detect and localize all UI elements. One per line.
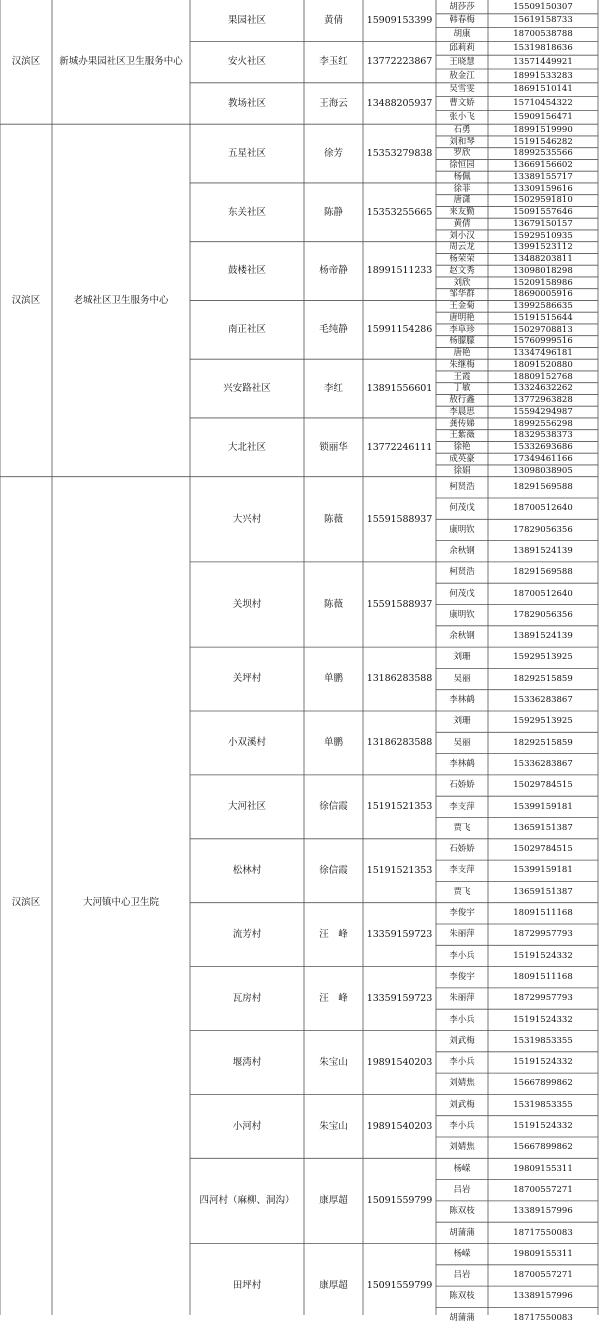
member-name: 杨朦朦 — [449, 336, 475, 347]
community-phone: 13186283588 — [366, 737, 433, 749]
member-phone: 13891524139 — [513, 545, 573, 556]
member-name: 杨嵘 — [453, 1163, 471, 1174]
member-name: 唐艳 — [453, 348, 471, 359]
community-contact: 单鹏 — [323, 673, 343, 685]
community-name: 小双溪村 — [227, 737, 266, 749]
member-name: 胡康 — [453, 29, 471, 40]
member-name: 徐菲 — [453, 183, 471, 194]
member-name: 李阜珍 — [449, 324, 475, 335]
member-name: 李林鹤 — [449, 758, 475, 769]
community-contact: 单鹏 — [323, 737, 343, 749]
member-name: 龚传娣 — [449, 418, 475, 429]
member-phone: 18717550083 — [513, 1312, 573, 1323]
health-center-cell: 老城社区卫生服务中心 — [73, 294, 169, 306]
community-name: 安火社区 — [227, 56, 266, 68]
member-name: 余秋钢 — [449, 631, 475, 642]
community-phone: 15191521353 — [366, 801, 433, 813]
member-phone: 15619158733 — [513, 15, 573, 26]
member-phone: 15710454322 — [513, 98, 573, 109]
community-name: 大北社区 — [227, 441, 266, 453]
member-phone: 18992556298 — [513, 418, 573, 429]
member-phone: 13324632262 — [513, 383, 573, 394]
member-name: 何茂戊 — [449, 503, 475, 514]
member-name: 王紫薇 — [449, 430, 475, 441]
community-name: 关坪村 — [232, 673, 262, 685]
member-phone: 18700557271 — [513, 1270, 573, 1281]
member-name: 刘欣 — [453, 277, 471, 288]
community-contact: 徐芳 — [323, 147, 343, 159]
community-phone: 19891540203 — [366, 1120, 433, 1132]
member-phone: 15319853355 — [513, 1099, 573, 1110]
member-phone: 15667899862 — [513, 1142, 573, 1153]
member-phone: 18700557271 — [513, 1184, 573, 1195]
member-name: 刘婧焦 — [449, 1142, 475, 1153]
member-phone: 18291569588 — [513, 482, 573, 493]
member-name: 贾飞 — [453, 822, 471, 833]
member-name: 贾飞 — [453, 886, 471, 897]
member-name: 来友勤 — [449, 207, 475, 218]
community-phone: 15091559799 — [366, 1280, 433, 1292]
member-phone: 15319818636 — [513, 43, 573, 54]
community-contact: 陈静 — [323, 206, 343, 218]
member-name: 石娇娇 — [449, 780, 475, 791]
member-phone: 13679150157 — [513, 218, 573, 229]
member-name: 曹文娇 — [449, 98, 475, 109]
community-phone: 15991154286 — [366, 324, 433, 336]
community-contact: 汪 峰 — [319, 992, 348, 1004]
community-phone: 15591588937 — [366, 598, 433, 610]
member-phone: 15399159181 — [513, 865, 573, 876]
member-name: 王晓慧 — [449, 56, 475, 67]
member-phone: 18717550083 — [513, 1227, 573, 1238]
community-phone: 15191521353 — [366, 864, 433, 876]
community-name: 松林村 — [232, 864, 262, 876]
member-phone: 15594294987 — [513, 406, 573, 417]
community-name: 小河村 — [232, 1120, 262, 1132]
member-phone: 13659151387 — [513, 886, 573, 897]
member-name: 敖行鑫 — [449, 395, 475, 406]
member-phone: 15399159181 — [513, 801, 573, 812]
community-contact: 陈薇 — [323, 513, 343, 525]
member-name: 李俊宇 — [449, 908, 475, 919]
community-phone: 19891540203 — [366, 1056, 433, 1068]
member-phone: 18292515859 — [513, 737, 573, 748]
member-name: 胡蒲蒲 — [449, 1312, 475, 1323]
community-name: 瓦房村 — [232, 992, 262, 1004]
member-name: 吴丽 — [453, 737, 471, 748]
community-name: 大河社区 — [227, 801, 266, 813]
member-name: 李小兵 — [449, 950, 475, 961]
member-phone: 13659151387 — [513, 822, 573, 833]
member-phone: 13669156602 — [513, 160, 573, 171]
member-phone: 18091511168 — [513, 971, 573, 982]
member-phone: 15209158986 — [513, 277, 573, 288]
member-phone: 13389157996 — [513, 1206, 573, 1217]
member-phone: 13772963828 — [513, 395, 573, 406]
member-name: 陈双枝 — [449, 1291, 475, 1302]
member-phone: 13347496181 — [513, 348, 573, 359]
member-phone: 13891524139 — [513, 631, 573, 642]
community-phone: 13359159723 — [366, 928, 433, 940]
member-phone: 17829056356 — [513, 609, 573, 620]
community-contact: 黄倩 — [323, 14, 343, 26]
member-phone: 19809155311 — [513, 1248, 573, 1259]
member-name: 丁敏 — [453, 383, 471, 394]
member-phone: 13389155717 — [513, 171, 573, 182]
member-phone: 18690005916 — [513, 289, 573, 300]
member-phone: 18091520880 — [513, 359, 573, 370]
member-name: 陈双枝 — [449, 1206, 475, 1217]
community-contact: 朱宝山 — [319, 1120, 348, 1132]
member-name: 柯贤浩 — [449, 482, 475, 493]
community-phone: 18991511233 — [366, 265, 433, 277]
member-phone: 15336283867 — [513, 758, 573, 769]
community-name: 教场社区 — [227, 97, 266, 109]
community-name: 东关社区 — [227, 206, 266, 218]
community-name: 堰湾村 — [232, 1056, 262, 1068]
member-phone: 15191524332 — [513, 1057, 573, 1068]
community-contact: 徐信霞 — [319, 801, 348, 813]
member-phone: 17829056356 — [513, 524, 573, 535]
member-name: 刘婧焦 — [449, 1078, 475, 1089]
member-name: 刘武梅 — [449, 1099, 475, 1110]
community-phone: 15091559799 — [366, 1195, 433, 1207]
member-name: 罗欣 — [453, 148, 471, 159]
member-name: 吕岩 — [453, 1270, 471, 1281]
member-name: 周云龙 — [449, 242, 475, 253]
member-phone: 15191524332 — [513, 1014, 573, 1025]
member-phone: 18291569588 — [513, 567, 573, 578]
member-phone: 18700512640 — [513, 588, 573, 599]
member-name: 胡莎莎 — [449, 1, 475, 12]
community-contact: 李红 — [323, 382, 343, 394]
member-name: 李俊宇 — [449, 971, 475, 982]
community-contact: 王海云 — [319, 97, 348, 109]
community-contact: 汪 峰 — [319, 928, 348, 940]
district-cell: 汉滨区 — [11, 294, 41, 306]
community-name: 果园社区 — [227, 14, 266, 26]
member-name: 敖金江 — [449, 70, 475, 81]
member-phone: 13389157996 — [513, 1291, 573, 1302]
member-phone: 15029784515 — [513, 844, 573, 855]
community-name: 兴安路社区 — [223, 382, 271, 394]
community-contact: 徐信霞 — [319, 864, 348, 876]
community-phone: 13488205937 — [366, 97, 433, 109]
member-phone: 15509150307 — [513, 1, 573, 12]
health-center-cell: 新城办果园社区卫生服务中心 — [59, 56, 183, 68]
community-phone: 13891556601 — [366, 382, 433, 394]
member-name: 杨嵘 — [453, 1248, 471, 1259]
member-name: 余秋钢 — [449, 545, 475, 556]
member-name: 徐恒园 — [449, 160, 475, 171]
community-contact: 毛纯静 — [319, 324, 348, 336]
member-phone: 18992535566 — [513, 148, 573, 159]
member-phone: 15336283867 — [513, 695, 573, 706]
member-name: 李林鹤 — [449, 695, 475, 706]
member-phone: 18991533283 — [513, 70, 573, 81]
member-name: 张小飞 — [449, 112, 475, 123]
member-phone: 18729957793 — [513, 929, 573, 940]
community-phone: 13772246111 — [366, 441, 433, 453]
member-name: 康明钦 — [449, 524, 475, 535]
member-name: 李支萍 — [449, 865, 475, 876]
member-phone: 15191515644 — [513, 312, 573, 323]
member-name: 朱丽萍 — [449, 929, 475, 940]
community-phone: 13186283588 — [366, 673, 433, 685]
member-name: 王金菊 — [449, 301, 475, 312]
member-name: 胡蒲蒲 — [449, 1227, 475, 1238]
member-name: 刘珊 — [453, 652, 471, 663]
member-name: 刘和琴 — [449, 136, 475, 147]
member-name: 徐娟 — [453, 465, 471, 476]
member-name: 石勇 — [453, 124, 471, 135]
member-phone: 18329538373 — [513, 430, 573, 441]
member-name: 李小兵 — [449, 1121, 475, 1132]
member-name: 康明钦 — [449, 609, 475, 620]
member-name: 王霞 — [453, 371, 471, 382]
member-phone: 15091557646 — [513, 207, 573, 218]
community-name: 五星社区 — [227, 147, 266, 159]
member-name: 成英豪 — [449, 453, 475, 464]
member-name: 刘珊 — [453, 716, 471, 727]
member-name: 韩春梅 — [449, 15, 475, 26]
community-name: 田坪村 — [232, 1280, 262, 1292]
member-name: 何茂戊 — [449, 588, 475, 599]
member-phone: 13488203811 — [513, 254, 573, 265]
community-name: 关坝村 — [232, 598, 262, 610]
member-phone: 15332693686 — [513, 442, 573, 453]
member-name: 赵文秀 — [449, 265, 475, 276]
community-name: 四河村（麻柳、洞沟） — [199, 1195, 295, 1207]
member-phone: 13992586635 — [513, 301, 573, 312]
member-phone: 15929510935 — [513, 230, 573, 241]
community-contact: 杨帝静 — [319, 265, 348, 277]
community-contact: 陈薇 — [323, 598, 343, 610]
community-contact: 锁丽华 — [319, 441, 348, 453]
member-phone: 15667899862 — [513, 1078, 573, 1089]
member-phone: 18729957793 — [513, 993, 573, 1004]
member-phone: 18292515859 — [513, 673, 573, 684]
member-name: 邹华群 — [449, 289, 475, 300]
member-phone: 18691510141 — [513, 84, 573, 95]
member-phone: 15319853355 — [513, 1035, 573, 1046]
member-phone: 18809152768 — [513, 371, 573, 382]
member-phone: 13309159616 — [513, 183, 573, 194]
member-phone: 18091511168 — [513, 908, 573, 919]
member-name: 刘武梅 — [449, 1035, 475, 1046]
member-phone: 15191524332 — [513, 1121, 573, 1132]
member-phone: 18700512640 — [513, 503, 573, 514]
community-contact: 康厚超 — [319, 1195, 348, 1207]
district-cell: 汉滨区 — [11, 56, 41, 68]
member-name: 柯贤浩 — [449, 567, 475, 578]
member-name: 石娇娇 — [449, 844, 475, 855]
community-phone: 13772223867 — [366, 56, 433, 68]
community-phone: 15909153399 — [366, 14, 433, 26]
member-name: 朱继梅 — [449, 359, 475, 370]
member-phone: 15909156471 — [513, 112, 573, 123]
member-phone: 13991523112 — [513, 242, 573, 253]
member-name: 李小兵 — [449, 1057, 475, 1068]
district-cell: 汉滨区 — [11, 896, 41, 908]
member-phone: 15191524332 — [513, 950, 573, 961]
member-phone: 19809155311 — [513, 1163, 573, 1174]
community-name: 大兴村 — [232, 513, 262, 525]
member-phone: 17349461166 — [513, 453, 573, 464]
member-phone: 13571449921 — [513, 56, 573, 67]
member-name: 朱丽萍 — [449, 993, 475, 1004]
community-contact: 朱宝山 — [319, 1056, 348, 1068]
member-name: 邱莉莉 — [449, 43, 475, 54]
member-phone: 15760999516 — [513, 336, 573, 347]
community-name: 南正社区 — [227, 324, 266, 336]
member-phone: 15029591810 — [513, 195, 573, 206]
member-name: 李晨思 — [449, 406, 475, 417]
community-phone: 15353279838 — [366, 147, 433, 159]
community-name: 流芳村 — [232, 928, 262, 940]
member-phone: 15929513925 — [513, 652, 573, 663]
member-phone: 13098018298 — [513, 265, 573, 276]
member-name: 李支萍 — [449, 801, 475, 812]
community-contact: 李玉红 — [319, 56, 348, 68]
community-phone: 15591588937 — [366, 513, 433, 525]
community-phone: 15353255665 — [366, 206, 433, 218]
community-name: 鼓楼社区 — [227, 265, 266, 277]
member-name: 杨荣荣 — [449, 254, 475, 265]
member-name: 刘小汉 — [449, 230, 475, 241]
member-phone: 18991519990 — [513, 124, 573, 135]
member-phone: 15929513925 — [513, 716, 573, 727]
member-name: 唐明艳 — [449, 312, 475, 323]
member-name: 黄倩 — [453, 218, 471, 229]
member-phone: 15029784515 — [513, 780, 573, 791]
member-phone: 15191546282 — [513, 136, 573, 147]
community-contact: 康厚超 — [319, 1280, 348, 1292]
member-name: 徐艳 — [453, 442, 471, 453]
member-phone: 18700538788 — [513, 29, 573, 40]
member-name: 李小兵 — [449, 1014, 475, 1025]
member-name: 吴丽 — [453, 673, 471, 684]
member-phone: 15029708813 — [513, 324, 573, 335]
health-center-cell: 大河镇中心卫生院 — [82, 896, 159, 908]
member-phone: 13098038905 — [513, 465, 573, 476]
member-name: 吴雪雯 — [449, 84, 475, 95]
community-phone: 13359159723 — [366, 992, 433, 1004]
member-name: 唐潇 — [453, 195, 471, 206]
member-name: 杨佩 — [453, 171, 471, 182]
member-name: 吕岩 — [453, 1184, 471, 1195]
